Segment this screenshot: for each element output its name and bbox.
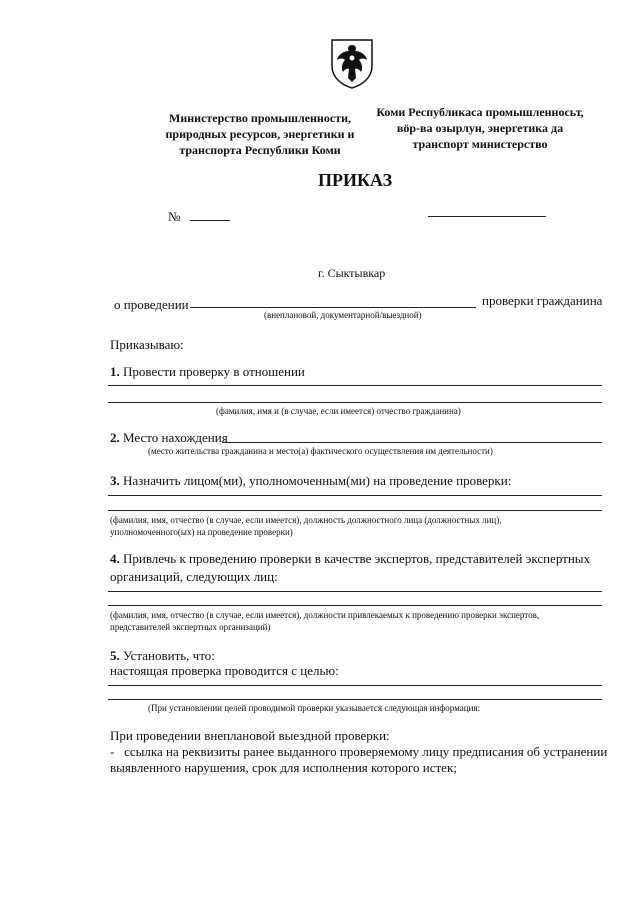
item-5-line-b xyxy=(108,699,602,700)
item-3-hint-1: (фамилия, имя, отчество (в случае, если имеется), должность должностного лица (должностных лиц), xyxy=(110,515,502,525)
item-3-line-b xyxy=(108,510,602,511)
item-2-text: 2. Место нахождения xyxy=(110,430,228,445)
subject-hint: (внеплановой, документарной/выездной) xyxy=(264,310,422,320)
item-1-line-a xyxy=(108,385,602,386)
item-5-line-a xyxy=(108,685,602,686)
subject-suffix: проверки гражданина xyxy=(482,293,603,308)
subject-prefix: о проведении xyxy=(114,297,189,312)
item-5-hint: (При установлении целей проводимой проверки указывается следующая информация: xyxy=(148,703,481,713)
footer-line-3: выявленного нарушения, срок для исполнения которого истек; xyxy=(110,760,457,775)
item-1-hint: (фамилия, имя и (в случае, если имеется) отчество гражданина) xyxy=(216,406,461,416)
item-2-hint: (место жительства гражданина и место(а) фактического осуществления им деятельности) xyxy=(148,446,493,456)
bullet-dash: - xyxy=(110,744,115,759)
number-field-line xyxy=(190,220,230,221)
item-3-hint-2: уполномоченного(ых) на проведение проверки) xyxy=(110,527,293,537)
ministry-name-komi: Коми Республикаса промышленносьт, вӧр-ва озырлун, энергетика да транспорт министерство xyxy=(376,105,584,151)
item-4-line-b xyxy=(108,605,602,606)
coat-of-arms-emblem xyxy=(330,38,374,90)
item-1-line-b xyxy=(108,402,602,403)
item-4-line-a xyxy=(108,591,602,592)
subject-field-line xyxy=(190,307,476,308)
ministry-name-russian: Министерство промышленности, природных ресурсов, энергетики и транспорта Республики Коми xyxy=(165,111,355,157)
footer-line-1: При проведении внеплановой выездной проверки: xyxy=(110,728,390,743)
item-4-hint-2: представителей экспертных организаций) xyxy=(110,622,271,632)
city-label: г. Сыктывкар xyxy=(318,266,386,280)
item-5-text-2: настоящая проверка проводится с целью: xyxy=(110,663,339,678)
order-word: Приказываю: xyxy=(110,337,184,352)
item-4-hint-1: (фамилия, имя, отчество (в случае, если имеется), должности привлекаемых к проведению проверки экспертов, xyxy=(110,610,540,620)
item-2-line xyxy=(222,442,602,443)
item-3-text: 3. Назначить лицом(ми), уполномоченным(ми) на проведение проверки: xyxy=(110,473,512,488)
date-field-line xyxy=(428,216,546,217)
item-4-text-2: организаций, следующих лиц: xyxy=(110,569,278,584)
item-3-line-a xyxy=(108,495,602,496)
document-title: ПРИКАЗ xyxy=(318,170,393,190)
item-5-text-1: 5. Установить, что: xyxy=(110,648,215,663)
item-4-text-1: 4. Привлечь к проведению проверки в качестве экспертов, представителей экспертных xyxy=(110,551,591,566)
number-sign: № xyxy=(168,209,181,224)
item-1-text: 1. Провести проверку в отношении xyxy=(110,364,305,379)
footer-line-2: - ссылка на реквизиты ранее выданного проверяемому лицу предписания об устранении xyxy=(110,744,608,759)
